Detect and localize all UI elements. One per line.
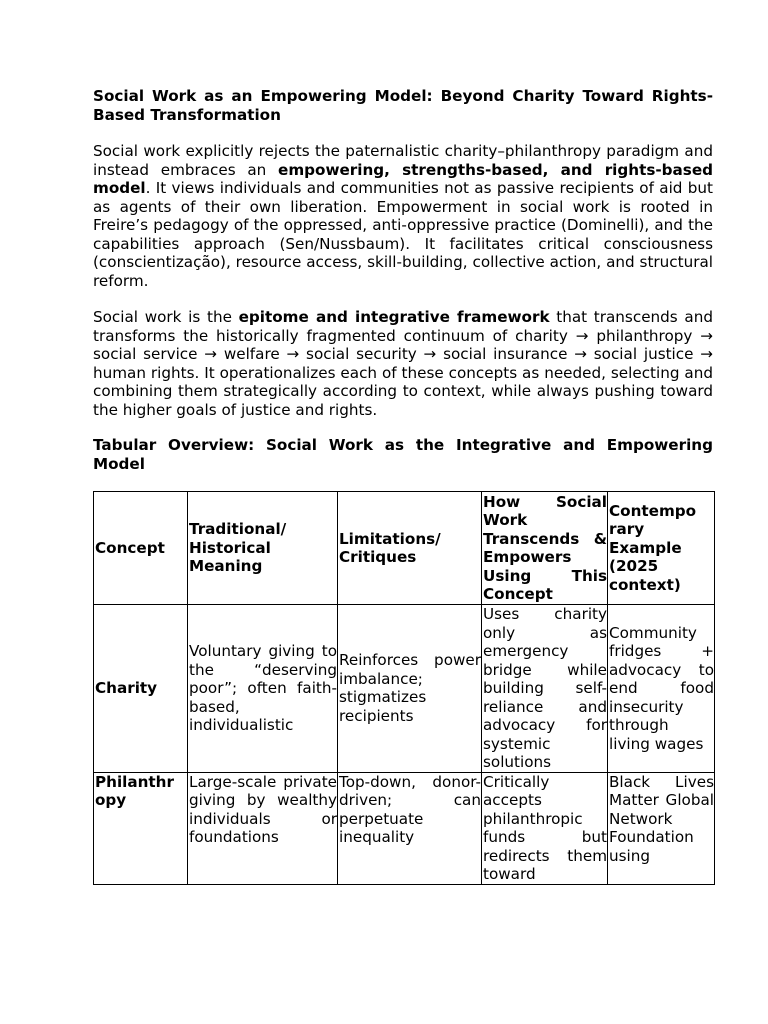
row-limitations: Top-down, donor-driven; can perpetuate inequality [338, 772, 482, 884]
paragraph-1-bold: empowering, strengths-based, and rights-based model [93, 160, 714, 197]
header-limitations: Limitations/ Critiques [338, 492, 482, 605]
table-row [94, 605, 715, 773]
document-page [93, 87, 713, 885]
header-contemporary-example: Contempo rary Example (2025 context) [608, 492, 715, 605]
row-meaning: Voluntary giving to the “deserving poor”; often faith-based, individualistic [188, 605, 338, 773]
table-heading: Tabular Overview: Social Work as the Integrative and Empowering Model [93, 436, 713, 473]
header-concept: Concept [94, 492, 188, 605]
row-example: Black Lives Matter Global Network Foundation using [608, 772, 715, 884]
row-example: Community fridges + advocacy to end food insecurity through living wages [608, 605, 715, 773]
paragraph-1-text-a: Social work explicitly rejects the paternalistic charity–philanthropy paradigm and instead embraces an [93, 142, 713, 179]
row-limitations: Reinforces power imbalance; stigmatizes recipients [338, 605, 482, 773]
header-traditional-meaning: Traditional/ Historical Meaning [188, 492, 338, 605]
header-how-social-work-transcends: How Social Work Transcends & Empowers Using This Concept [483, 492, 607, 603]
paragraph-2-text-a: Social work is the [93, 308, 239, 326]
row-concept: Philanthr opy [94, 772, 188, 884]
document-title: Social Work as an Empowering Model: Beyond Charity Toward Rights-Based Transformation [93, 87, 713, 124]
overview-table [93, 491, 715, 885]
row-transcends: Uses charity only as emergency bridge while building self-reliance and advocacy for systemic solutions [483, 605, 607, 771]
paragraph-empowerment [93, 142, 713, 290]
paragraph-1-text-b: . It views individuals and communities not as passive recipients of aid but as agents of their own liberation. Empowerment in social work is rooted in Freire’s pedagogy of the oppressed, anti-oppressive practice (Dominelli), and the capabilities approach (Sen/Nussbaum). It facilitates critical consciousness (conscientização), resource access, skill-building, collective action, and structural reform. [93, 179, 713, 290]
row-meaning: Large-scale private giving by wealthy individuals or foundations [188, 772, 338, 884]
row-transcends: Critically accepts philanthropic funds but redirects them toward [483, 772, 607, 883]
table-header-row [94, 492, 715, 605]
paragraph-2-bold: epitome and integrative framework [238, 308, 550, 326]
row-concept: Charity [94, 605, 188, 773]
table-row [94, 772, 715, 884]
paragraph-2-text-b: that transcends and transforms the historically fragmented continuum of charity → philanthropy → social service → welfare → social security → social insurance → social justice → human rights. It operationalizes each of these concepts as needed, selecting and combining them strategically according to context, while always pushing toward the higher goals of justice and rights. [93, 308, 713, 419]
paragraph-integrative [93, 308, 713, 419]
